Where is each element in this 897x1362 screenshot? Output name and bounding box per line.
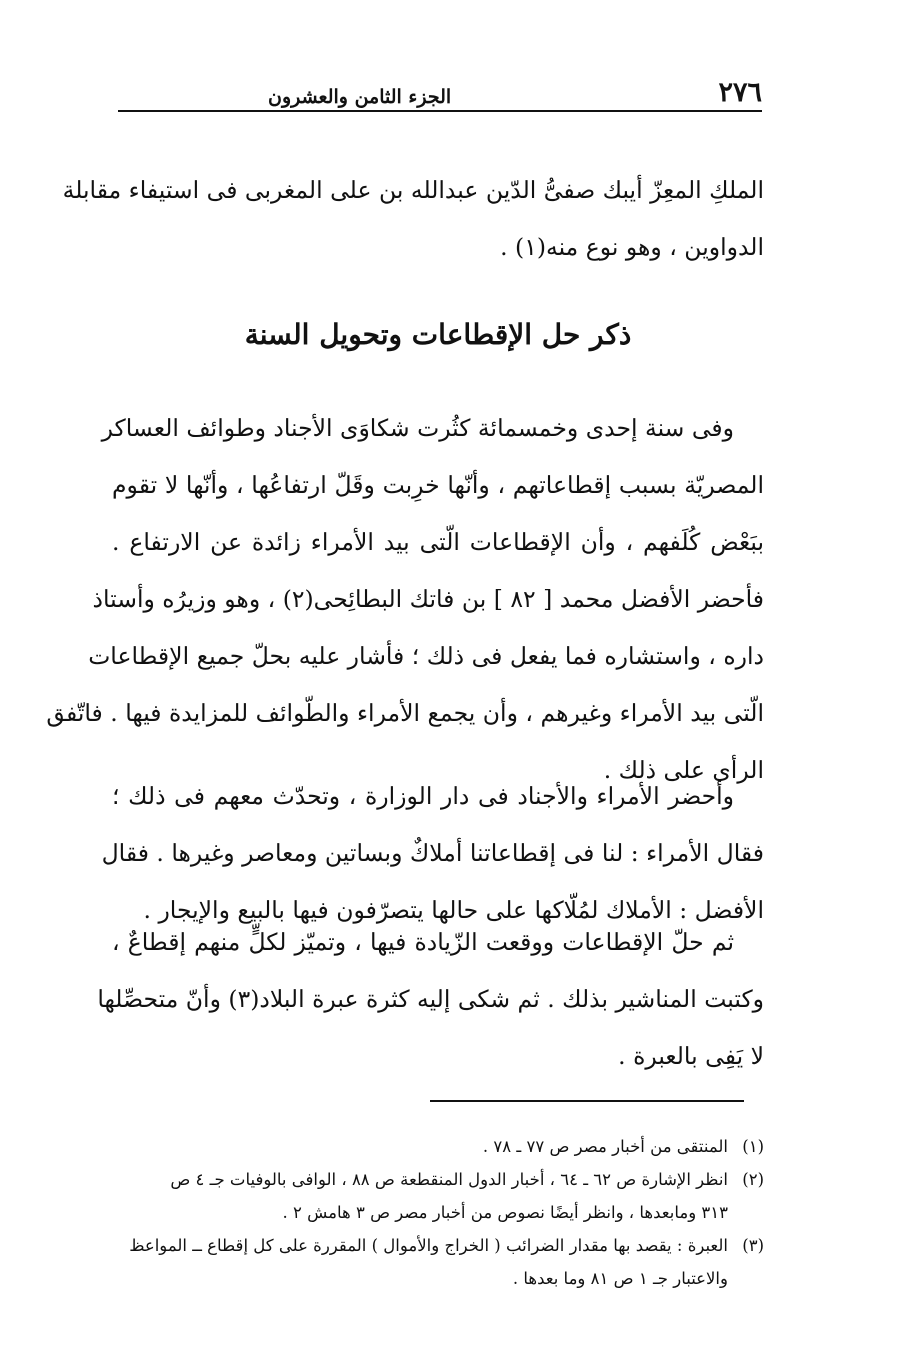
page-header <box>118 72 762 108</box>
text-line: فقال الأمراء : لنا فى إقطاعاتنا أملاكٌ وبساتين ومعاصر وغيرها . فقال <box>101 839 764 867</box>
footnote-text: المنتقى من أخبار مصر ص ٧٧ ـ ٧٨ . <box>482 1137 728 1156</box>
footnote-text: ٣١٣ ومابعدها ، وانظر أيضًا نصوص من أخبار مصر ص ٣ هامش ٢ . <box>282 1203 728 1222</box>
text-line: وأحضر الأمراء والأجناد فى دار الوزارة ، وتحدّث معهم فى ذلك ؛ <box>112 782 734 810</box>
footnote-number: (٢) <box>742 1170 764 1189</box>
paragraph-1 <box>46 400 764 799</box>
paragraph-3 <box>97 914 764 1085</box>
text-line: فأحضر الأفضل محمد [ ٨٢ ] بن فاتك البطائِحى(٢) ، وهو وزيرُه وأستاذ <box>92 585 764 613</box>
footnote-number: (٣) <box>742 1236 764 1255</box>
page-number: ٢٧٦ <box>718 77 762 108</box>
footnote-3 <box>112 1229 764 1262</box>
text-line: الرأى على ذلك . <box>603 756 764 784</box>
text-line: داره ، واستشاره فما يفعل فى ذلك ؛ فأشار عليه بحلّ جميع الإقطاعات <box>88 642 764 670</box>
footnote-2 <box>112 1163 764 1196</box>
header-rule <box>118 110 762 112</box>
text-line: ببَعْض كُلَفهم ، وأن الإقطاعات الّتى بيد الأمراء زائدة عن الارتفاع . <box>112 528 764 556</box>
text-line: الدواوين ، وهو نوع منه(١) . <box>500 233 764 261</box>
text-line: المصريّة بسبب إقطاعاتهم ، وأنّها خرِبت وقَلّ ارتفاعُها ، وأنّها لا تقوم <box>112 471 764 499</box>
footnotes <box>112 1130 764 1295</box>
footnote-rule <box>430 1100 744 1102</box>
section-title: ذكر حل الإقطاعات وتحويل السنة <box>244 318 632 351</box>
footnote-text: انظر الإشارة ص ٦٢ ـ ٦٤ ، أخبار الدول المنقطعة ص ٨٨ ، الوافى بالوفيات جـ ٤ ص <box>170 1170 728 1189</box>
text-line: الأفضل : الأملاك لمُلّاكها على حالها يتصرّفون فيها بالبيع والإيجار . <box>143 896 764 924</box>
intro-paragraph <box>62 162 764 276</box>
text-line: الّتى بيد الأمراء وغيرهم ، وأن يجمع الأمراء والطّوائف للمزايدة فيها . فاتّفق <box>46 699 764 727</box>
footnote-text: والاعتبار جـ ١ ص ٨١ وما بعدها . <box>512 1269 728 1288</box>
footnote-1 <box>112 1130 764 1163</box>
footnote-number: (١) <box>742 1137 764 1156</box>
text-line: لا يَفِى بالعبرة . <box>618 1042 764 1070</box>
footnote-text: العبرة : يقصد بها مقدار الضرائب ( الخراج والأموال ) المقررة على كل إقطاع ــ المواعظ <box>129 1236 728 1255</box>
footnote-2-continuation <box>112 1196 764 1229</box>
footnote-3-continuation <box>112 1262 764 1295</box>
text-line: الملكِ المعِزّ أيبك صفىُّ الدّين عبدالله بن على المغربى فى استيفاء مقابلة <box>62 176 764 204</box>
text-line: وفى سنة إحدى وخمسمائة كثُرت شكاوَى الأجناد وطوائف العساكر <box>101 414 734 442</box>
running-title: الجزء الثامن والعشرون <box>268 86 452 108</box>
text-line: وكتبت المناشير بذلك . ثم شكى إليه كثرة عبرة البلاد(٣) وأنّ متحصِّلها <box>97 985 764 1013</box>
text-line: ثم حلّ الإقطاعات ووقعت الزّيادة فيها ، وتميّز لكلٍّ منهم إقطاعٌ ، <box>112 928 734 956</box>
